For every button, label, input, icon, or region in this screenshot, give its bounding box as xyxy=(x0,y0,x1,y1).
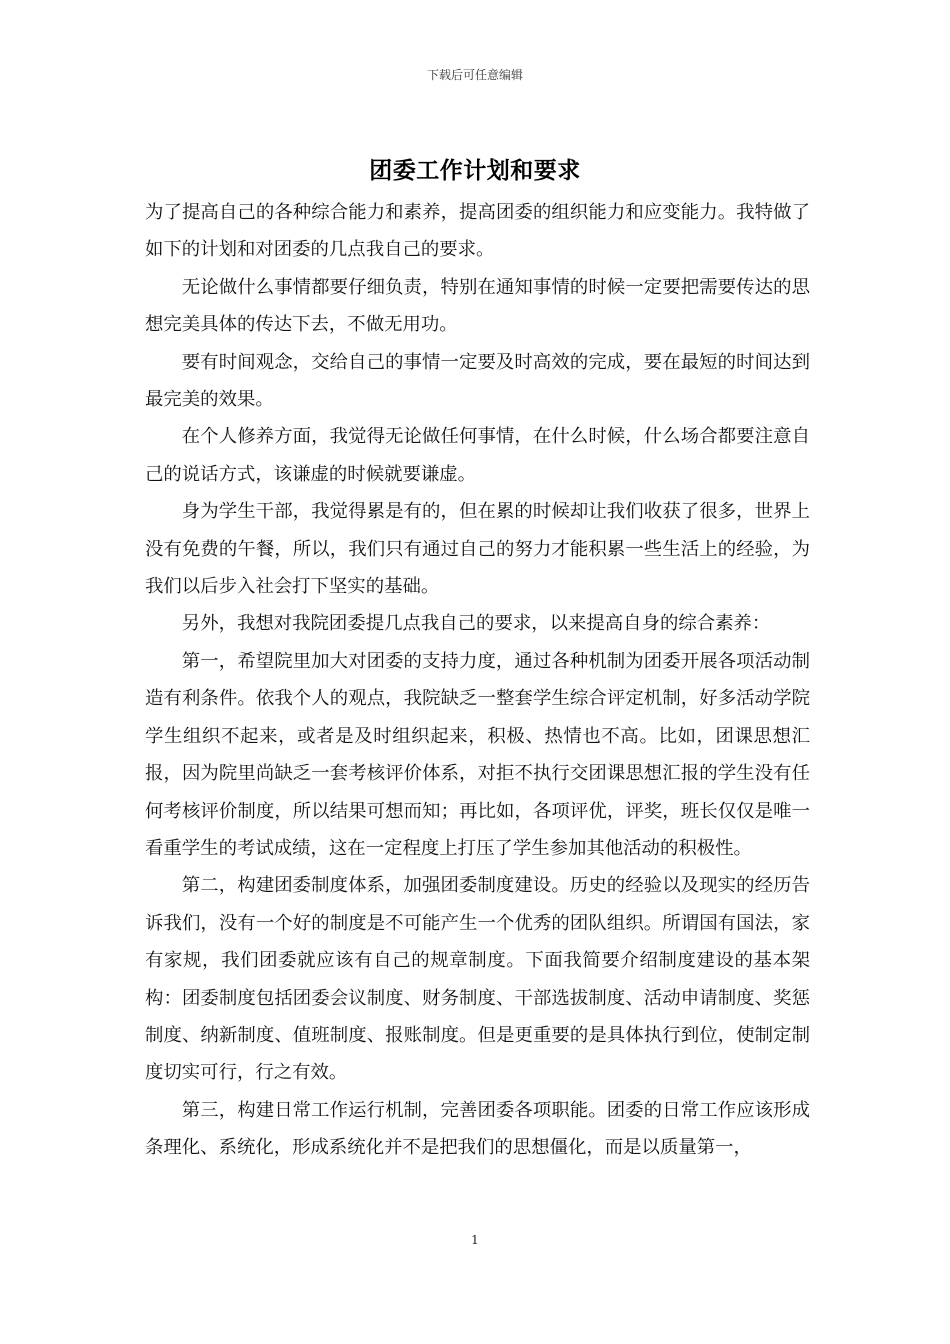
document-title: 团委工作计划和要求 xyxy=(369,157,581,184)
page-number: 1 xyxy=(471,1233,479,1247)
header-note: 下载后可任意编辑 xyxy=(426,68,523,82)
paragraph: 身为学生干部，我觉得累是有的，但在累的时候却让我们收获了很多，世界上没有免费的午餐，所以，我们只有通过自己的努力才能积累一些生活上的经验，为我们以后步入社会打下坚实的基础。 xyxy=(145,501,810,598)
paragraph: 第二，构建团委制度体系，加强团委制度建设。历史的经验以及现实的经历告诉我们，没有一个好的制度是不可能产生一个优秀的团队组织。所谓国有国法，家有家规，我们团委就应该有自己的规章制度。下面我简要介绍制度建设的基本架构：团委制度包括团委会议制度、财务制度、干部选拔制度、活动申请制度、奖惩制度、纳新制度、值班制度、报账制度。但是更重要的是具体执行到位，使制定制度切实可行，行之有效。 xyxy=(145,875,810,1084)
paragraph: 第一，希望院里加大对团委的支持力度，通过各种机制为团委开展各项活动制造有利条件。依我个人的观点，我院缺乏一整套学生综合评定机制，好多活动学院学生组织不起来，或者是及时组织起来，积极、热情也不高。比如，团课思想汇报，因为院里尚缺乏一套考核评价体系，对拒不执行交团课思想汇报的学生没有任何考核评价制度，所以结果可想而知；再比如，各项评优，评奖，班长仅仅是唯一看重学生的考试成绩，这在一定程度上打压了学生参加其他活动的积极性。 xyxy=(145,650,810,859)
paragraph: 第三，构建日常工作运行机制，完善团委各项职能。团委的日常工作应该形成条理化、系统化，形成系统化并不是把我们的思想僵化，而是以质量第一， xyxy=(145,1099,810,1159)
paragraph: 在个人修养方面，我觉得无论做任何事情，在什么时候，什么场合都要注意自己的说话方式，该谦虚的时候就要谦虚。 xyxy=(145,426,810,485)
paragraph: 为了提高自己的各种综合能力和素养，提高团委的组织能力和应变能力。我特做了如下的计划和对团委的几点我自己的要求。 xyxy=(145,202,810,261)
paragraph: 要有时间观念，交给自己的事情一定要及时高效的完成，要在最短的时间达到最完美的效果。 xyxy=(145,351,810,411)
paragraph: 另外，我想对我院团委提几点我自己的要求，以来提高自身的综合素养： xyxy=(181,613,771,635)
paragraph: 无论做什么事情都要仔细负责，特别在通知事情的时候一定要把需要传达的思想完美具体的传达下去，不做无用功。 xyxy=(145,276,810,336)
document-body xyxy=(145,194,810,1167)
